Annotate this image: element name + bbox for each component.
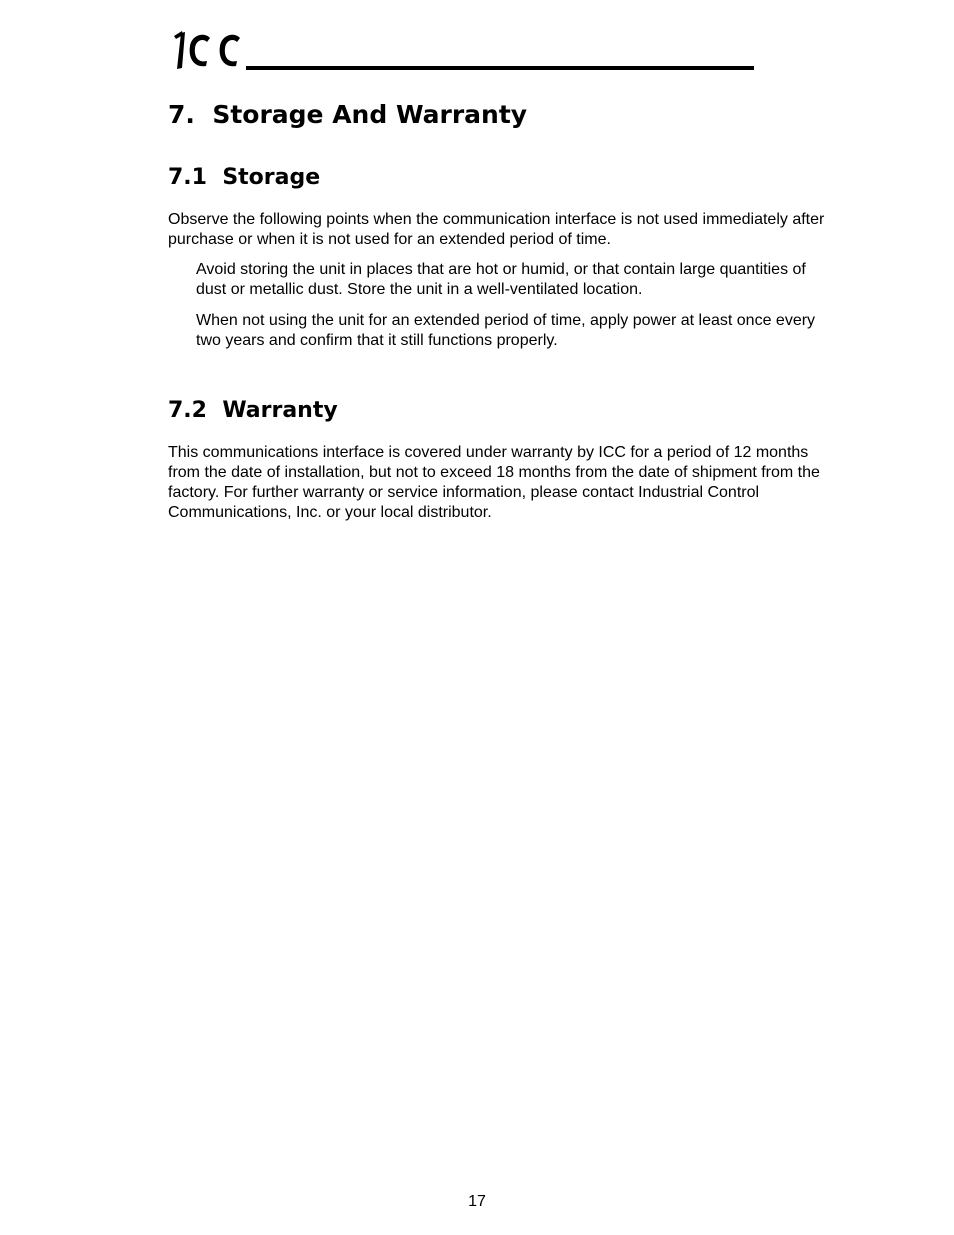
warranty-heading — [168, 395, 828, 427]
storage-intro-paragraph: Observe the following points when the communication interface is not used immediately after purchase or when it is not used for an extended period of time. — [168, 211, 825, 248]
storage-point: Avoid storing the unit in places that are hot or humid, or that contain large quantities of dust or metallic dust. Store the unit in a well-ventilated location. — [196, 261, 806, 298]
warranty-number: 7.2 — [168, 398, 207, 423]
storage-heading — [168, 162, 828, 194]
warranty-title: Warranty — [222, 398, 338, 423]
page-content — [168, 96, 828, 523]
section-title: Storage And Warranty — [212, 100, 528, 129]
storage-number: 7.1 — [168, 165, 207, 190]
section-heading — [168, 96, 828, 134]
warranty-paragraph: This communications interface is covered under warranty by ICC for a period of 12 months from the date of installation, but not to exceed 18 months from the date of shipment from the factory. For further warranty or service information, please contact Industrial Control Communications, Inc. or your local distributor. — [168, 444, 820, 521]
header-rule — [246, 66, 754, 70]
storage-point: When not using the unit for an extended period of time, apply power at least once every two years and confirm that it still functions properly. — [196, 312, 816, 349]
section-number: 7. — [168, 100, 195, 129]
icc-logo — [172, 28, 244, 72]
page-header — [172, 28, 754, 72]
storage-title: Storage — [222, 165, 321, 190]
page-number: 17 — [468, 1193, 486, 1210]
